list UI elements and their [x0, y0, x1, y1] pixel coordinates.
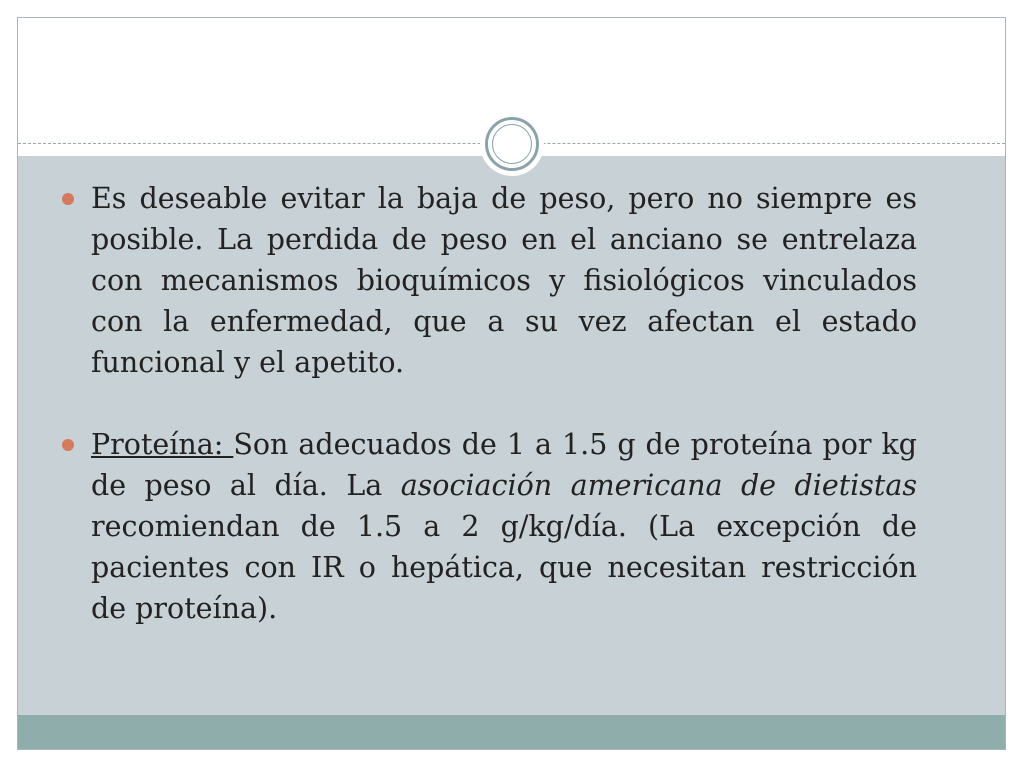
bullet-text: recomiendan de 1.5 a 2 g/kg/día. (La excepción de pacientes con IR o hepática, que necesitan restricción de proteína). [91, 510, 917, 625]
slide [17, 17, 1006, 750]
bullet-text: Es deseable evitar la baja de peso, pero no siempre es posible. La perdida de peso en el anciano se entrelaza con mecanismos bioquímicos y fisiológicos vinculados con la enfermedad, que a su vez afectan el estado funcional y el apetito. [91, 182, 917, 379]
footer-bar [18, 715, 1005, 749]
bullet-term: Proteína: [91, 428, 234, 461]
bullet-dot-icon [62, 439, 74, 451]
bullet-item [62, 178, 917, 383]
ring-core-circle [492, 124, 532, 164]
bullet-text: Son adecuados de 1 a 1.5 g de proteína por kg de peso al día. La [91, 428, 917, 502]
bullet-item [62, 424, 917, 629]
bullet-list [62, 178, 917, 629]
bullet-emphasis: asociación americana de dietistas [400, 469, 917, 502]
bullet-dot-icon [62, 193, 74, 205]
